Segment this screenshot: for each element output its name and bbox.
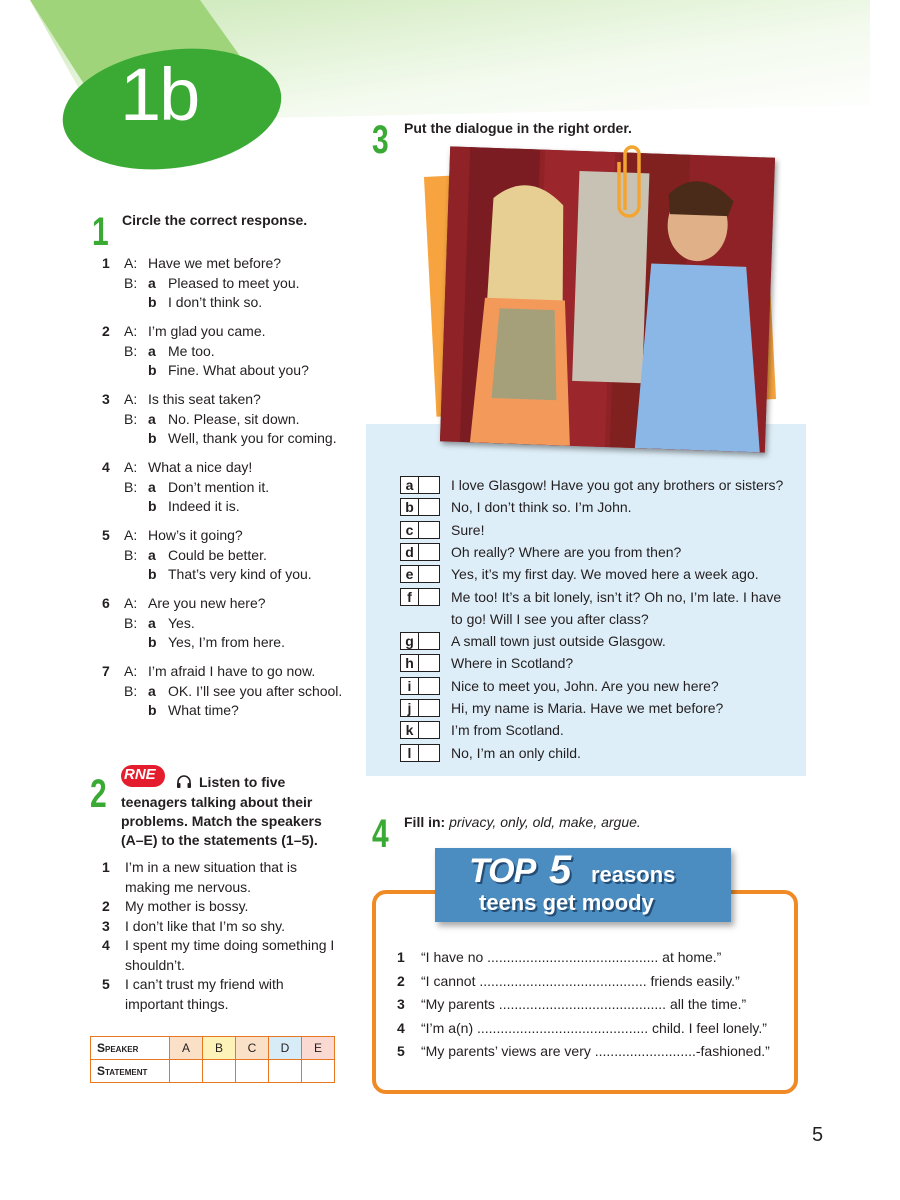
exercise-4-word-list: privacy, only, old, make, argue. — [449, 814, 641, 830]
option-text[interactable]: Yes. — [168, 614, 195, 631]
fill-in-text[interactable]: “I cannot ........................................... friends easily.” — [421, 972, 740, 989]
order-box[interactable] — [400, 677, 440, 695]
option-letter[interactable]: a — [148, 614, 156, 631]
speaker-a-label: A: — [124, 595, 138, 611]
exercise-1-item — [102, 390, 352, 450]
option-letter[interactable]: b — [148, 498, 157, 514]
line-text: No, I don’t think so. I’m John. — [451, 499, 632, 516]
statement-text: I don’t like that I’m so shy. — [125, 918, 286, 934]
speaker-b-label: B: — [124, 546, 138, 563]
line-text: I love Glasgow! Have you got any brothers or sisters? — [451, 477, 784, 493]
line-text: Oh really? Where are you from then? — [451, 543, 682, 560]
statement-row-label: Statement — [91, 1060, 170, 1083]
fill-in-number: 5 — [397, 1043, 405, 1060]
line-letter: j — [401, 700, 419, 716]
line-letter: b — [401, 499, 419, 515]
speaker-b: B — [203, 1037, 236, 1060]
prompt-text: Have we met before? — [148, 255, 282, 271]
item-number: 5 — [102, 527, 110, 543]
dialogue-line — [400, 697, 790, 719]
order-box[interactable] — [400, 476, 440, 494]
speaker-a: A — [170, 1037, 203, 1060]
speaker-b-label: B: — [124, 274, 138, 291]
item-number: 4 — [102, 459, 110, 475]
speaker-a-label: A: — [124, 663, 138, 679]
speaker-b-label: B: — [124, 682, 138, 699]
option-letter[interactable]: b — [148, 634, 157, 650]
statement-text: My mother is bossy. — [125, 898, 249, 914]
fill-in-number: 3 — [397, 996, 405, 1013]
line-letter: e — [401, 566, 419, 582]
photo-teens-at-lockers — [440, 146, 775, 452]
headphones-icon — [176, 774, 192, 790]
fill-in-number: 4 — [397, 1019, 405, 1036]
option-letter[interactable]: a — [148, 342, 156, 359]
option-text[interactable]: No. Please, sit down. — [168, 410, 300, 427]
order-box[interactable] — [400, 654, 440, 672]
item-number: 2 — [102, 323, 110, 339]
answer-cell-e[interactable] — [302, 1060, 335, 1083]
option-letter[interactable]: a — [148, 682, 156, 699]
line-letter: k — [401, 722, 419, 738]
line-text: Nice to meet you, John. Are you new here? — [451, 677, 719, 694]
speaker-a-label: A: — [124, 255, 138, 271]
speaker-row-label: Speaker — [91, 1037, 170, 1060]
statement-text: I’m in a new situation that is making me nervous. — [125, 859, 297, 895]
option-text[interactable]: Don’t mention it. — [168, 478, 270, 495]
exercise-4-title-label: Fill in: — [404, 814, 446, 830]
option-text[interactable]: Pleased to meet you. — [168, 274, 300, 291]
line-text: Yes, it’s my first day. We moved here a week ago. — [451, 566, 759, 583]
answer-cell-c[interactable] — [236, 1060, 269, 1083]
fill-in-text[interactable]: “My parents’ views are very ..........................-fashioned.” — [421, 1043, 770, 1060]
item-number: 3 — [102, 391, 110, 407]
line-text: Sure! — [451, 521, 485, 538]
fill-in-text[interactable]: “I have no ............................................ at home.” — [421, 949, 722, 965]
dialogue-line — [400, 586, 790, 627]
order-box[interactable] — [400, 521, 440, 539]
banner-line2: teens get moody — [479, 890, 654, 915]
order-box[interactable] — [400, 632, 440, 650]
speaker-b-label: B: — [124, 614, 138, 631]
exercise-1-item — [102, 458, 352, 518]
dialogue-line — [400, 563, 790, 585]
item-number: 7 — [102, 663, 110, 679]
speaker-b-label: B: — [124, 342, 138, 359]
prompt-text: How’s it going? — [148, 527, 243, 543]
exercise-1-title: Circle the correct response. — [122, 212, 308, 228]
exercise-4-title — [404, 814, 641, 830]
option-letter[interactable]: a — [148, 410, 156, 427]
option-text[interactable]: OK. I’ll see you after school. — [168, 682, 343, 699]
line-text: A small town just outside Glasgow. — [451, 633, 666, 650]
statement-number: 5 — [102, 976, 110, 992]
line-letter: g — [401, 633, 419, 649]
line-text-cont: to go! Will I see you after class? — [451, 610, 649, 627]
option-text[interactable]: Well, thank you for coming. — [168, 430, 337, 446]
order-box[interactable] — [400, 699, 440, 717]
line-letter: d — [401, 544, 419, 560]
exercise-1-item — [102, 594, 352, 654]
order-box[interactable] — [400, 744, 440, 762]
dialogue-line — [400, 496, 790, 518]
paperclip-icon — [617, 140, 645, 222]
answer-cell-d[interactable] — [269, 1060, 302, 1083]
order-box[interactable] — [400, 498, 440, 516]
line-text: I’m from Scotland. — [451, 722, 564, 739]
exercise-4-number: 4 — [372, 812, 389, 856]
dialogue-line — [400, 652, 790, 674]
dialogue-line — [400, 742, 790, 764]
dialogue-line — [400, 719, 790, 741]
prompt-text: Is this seat taken? — [148, 391, 261, 407]
fill-in-text[interactable]: “I’m a(n) ............................................ child. I feel lonely.” — [421, 1019, 767, 1036]
top5-banner — [435, 848, 731, 922]
fill-in-number: 2 — [397, 972, 405, 989]
option-text[interactable]: I don’t think so. — [168, 294, 263, 310]
banner-five: 5 — [549, 848, 572, 892]
option-letter[interactable]: b — [148, 294, 157, 310]
line-text: Me too! It’s a bit lonely, isn’t it? Oh no, I’m late. I have — [451, 588, 782, 605]
exercise-3-number: 3 — [372, 118, 389, 162]
page-number: 5 — [812, 1124, 824, 1146]
option-text[interactable]: Me too. — [168, 342, 215, 359]
dialogue-line — [400, 675, 790, 697]
option-text[interactable]: Yes, I’m from here. — [168, 634, 285, 650]
option-letter[interactable]: b — [148, 702, 157, 718]
order-box[interactable] — [400, 543, 440, 561]
rne-badge: RNE — [121, 764, 165, 786]
exercise-1-item — [102, 662, 352, 722]
exercise-1-number: 1 — [92, 210, 109, 254]
item-number: 1 — [102, 255, 110, 271]
option-letter[interactable]: b — [148, 566, 157, 582]
line-letter: f — [401, 589, 419, 605]
unit-number: 1b — [120, 53, 199, 136]
item-number: 6 — [102, 595, 110, 611]
prompt-text: Are you new here? — [148, 595, 266, 611]
speaker-statement-table — [90, 1036, 335, 1083]
speaker-b-label: B: — [124, 478, 138, 495]
line-letter: i — [401, 678, 419, 694]
dialogue-line — [400, 541, 790, 563]
option-letter[interactable]: a — [148, 546, 156, 563]
prompt-text: I’m glad you came. — [148, 323, 266, 339]
fill-in-text[interactable]: “My parents ........................................... all the time.” — [421, 996, 747, 1013]
speaker-b-label: B: — [124, 410, 138, 427]
order-box[interactable] — [400, 565, 440, 583]
exercise-2-number: 2 — [90, 772, 107, 816]
exercise-2-title-line4: (A–E) to the statements (1–5). — [121, 832, 318, 848]
line-letter: h — [401, 655, 419, 671]
fill-in-number: 1 — [397, 949, 405, 965]
statement-number: 2 — [102, 898, 110, 914]
option-text[interactable]: Fine. What about you? — [168, 362, 309, 378]
answer-cell-b[interactable] — [203, 1060, 236, 1083]
speaker-a-label: A: — [124, 391, 138, 407]
statement-number: 4 — [102, 937, 110, 953]
statement-number: 1 — [102, 859, 110, 875]
prompt-text: What a nice day! — [148, 459, 253, 475]
option-letter[interactable]: a — [148, 478, 156, 495]
order-box[interactable] — [400, 588, 440, 606]
banner-top: TOP — [469, 852, 536, 890]
option-letter[interactable]: b — [148, 430, 157, 446]
speaker-a-label: A: — [124, 459, 138, 475]
exercise-1-item — [102, 254, 352, 314]
exercise-1-item — [102, 322, 352, 382]
dialogue-line — [400, 474, 790, 496]
statement-text: I can’t trust my friend with important things. — [125, 976, 284, 1012]
prompt-text: I’m afraid I have to go now. — [148, 663, 316, 679]
line-text: No, I’m an only child. — [451, 744, 581, 761]
statement-text: I spent my time doing something I shouldn’t. — [125, 937, 335, 973]
dialogue-line — [400, 519, 790, 541]
exercise-3-title: Put the dialogue in the right order. — [404, 120, 632, 136]
order-box[interactable] — [400, 721, 440, 739]
exercise-2-title-line1: Listen to five — [199, 774, 286, 790]
dialogue-line — [400, 630, 790, 652]
line-letter: a — [401, 477, 419, 493]
line-text: Hi, my name is Maria. Have we met before? — [451, 700, 724, 716]
speaker-e: E — [302, 1037, 335, 1060]
option-text[interactable]: That’s very kind of you. — [168, 566, 312, 582]
line-letter: l — [401, 745, 419, 761]
option-text[interactable]: Could be better. — [168, 546, 267, 563]
option-letter[interactable]: a — [148, 274, 156, 291]
speaker-c: C — [236, 1037, 269, 1060]
speaker-d: D — [269, 1037, 302, 1060]
speaker-a-label: A: — [124, 527, 138, 543]
banner-reasons: reasons — [591, 862, 676, 887]
answer-cell-a[interactable] — [170, 1060, 203, 1083]
exercise-2-title-line2: teenagers talking about their — [121, 794, 313, 810]
line-text: Where in Scotland? — [451, 655, 574, 672]
exercise-1-item — [102, 526, 352, 586]
line-letter: c — [401, 522, 419, 538]
exercise-2-title-line3: problems. Match the speakers — [121, 813, 322, 829]
option-text[interactable]: Indeed it is. — [168, 498, 240, 514]
option-text[interactable]: What time? — [168, 702, 239, 718]
speaker-a-label: A: — [124, 323, 138, 339]
option-letter[interactable]: b — [148, 362, 157, 378]
statement-number: 3 — [102, 918, 110, 934]
